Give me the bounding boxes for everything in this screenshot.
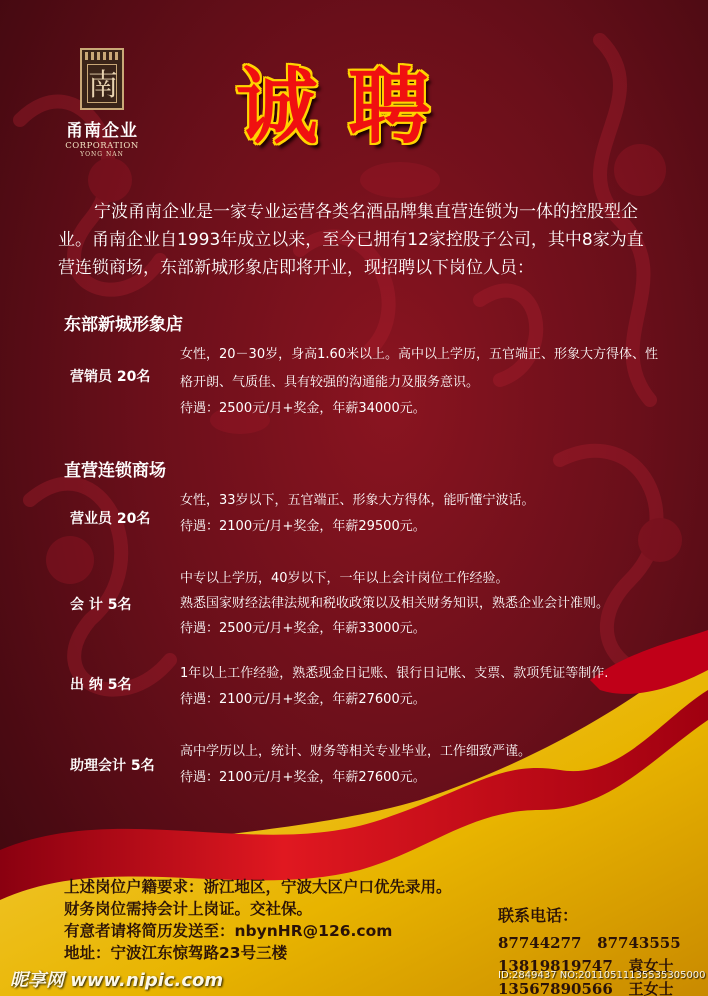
job-pay-accountant: 待遇：2500元/月+奖金，年薪33000元。: [180, 621, 426, 636]
company-logo: [62, 48, 142, 158]
job-title-accountant: 会 计 5名: [70, 597, 132, 613]
logo-glyph: 南: [87, 64, 117, 103]
contact-mobile-1: 13819819747: [498, 957, 613, 975]
note-email: 有意者请将简历发送至：nbynHR@126.com: [64, 922, 393, 940]
contact-phone-1: 87744277: [498, 934, 582, 952]
job-pay-clerk: 待遇：2100元/月+奖金，年薪29500元。: [180, 519, 426, 534]
logo-en-line2: YONG NAN: [80, 151, 124, 158]
watermark-brand: 昵享网 www.nipic.com: [10, 970, 224, 991]
job-desc-sales: 女性，20－30岁，身高1.60米以上。高中以上学历，五官端正、形象大方得体、性格开朗、气质佳、具有较强的沟通能力及服务意识。: [180, 347, 659, 390]
job-desc-accountant: 中专以上学历，40岁以下，一年以上会计岗位工作经验。: [180, 571, 509, 586]
section-title-chain-stores: 直营连锁商场: [64, 461, 166, 481]
contact-block: [498, 903, 681, 996]
note-residence: 上述岗位户籍要求：浙江地区，宁波大区户口优先录用。: [64, 878, 452, 896]
job-pay-assistant-accountant: 待遇：2100元/月+奖金，年薪27600元。: [180, 770, 426, 785]
logo-name: 甬南企业: [66, 121, 138, 141]
contact-label: 联系电话：: [498, 906, 579, 925]
section-title-east-store: 东部新城形象店: [64, 315, 183, 335]
note-address: 地址：宁波江东惊驾路23号三楼: [64, 944, 288, 962]
watermark-id: ID:2849437 NO:20110511135535305000: [498, 970, 706, 981]
contact-phones: [498, 932, 681, 955]
logo-mark-icon: [80, 48, 124, 110]
contact-person-2: 王女士: [628, 980, 674, 996]
job-desc-cashier: 1年以上工作经验，熟悉现金日记账、银行日记帐、支票、款项凭证等制作.: [180, 666, 609, 681]
job-title-sales: 营销员 20名: [70, 369, 151, 385]
job-desc-assistant-accountant: 高中学历以上，统计、财务等相关专业毕业，工作细致严谨。: [180, 744, 532, 759]
job-title-cashier: 出 纳 5名: [70, 677, 132, 693]
logo-crown: [85, 52, 119, 60]
job-pay-cashier: 待遇：2100元/月+奖金，年薪27600元。: [180, 692, 426, 707]
job-req-accountant: 熟悉国家财经法律法规和税收政策以及相关财务知识，熟悉企业会计准则。: [180, 596, 610, 611]
page-title: 诚聘: [236, 60, 461, 155]
job-title-clerk: 营业员 20名: [70, 511, 151, 527]
contact-person-1: 袁女士: [628, 957, 674, 975]
note-certificate: 财务岗位需持会计上岗证。交社保。: [64, 900, 313, 918]
bottom-notes: [64, 876, 452, 964]
job-desc-clerk: 女性，33岁以下，五官端正、形象大方得体，能听懂宁波话。: [180, 493, 535, 508]
logo-en-line1: CORPORATION: [65, 141, 139, 151]
intro-paragraph: 宁波甬南企业是一家专业运营各类名酒品牌集直营连锁为一体的控股型企业。甬南企业自1993年成立以来，至今已拥有12家控股子公司，其中8家为直营连锁商场，东部新城形象店即将开业，现招聘以下岗位人员：: [58, 202, 644, 278]
job-pay-sales: 待遇：2500元/月+奖金，年薪34000元。: [180, 401, 426, 416]
contact-phone-2: 87743555: [597, 934, 681, 952]
job-title-assistant-accountant: 助理会计 5名: [70, 758, 155, 774]
contact-mobile-2: 13567890566: [498, 980, 613, 996]
